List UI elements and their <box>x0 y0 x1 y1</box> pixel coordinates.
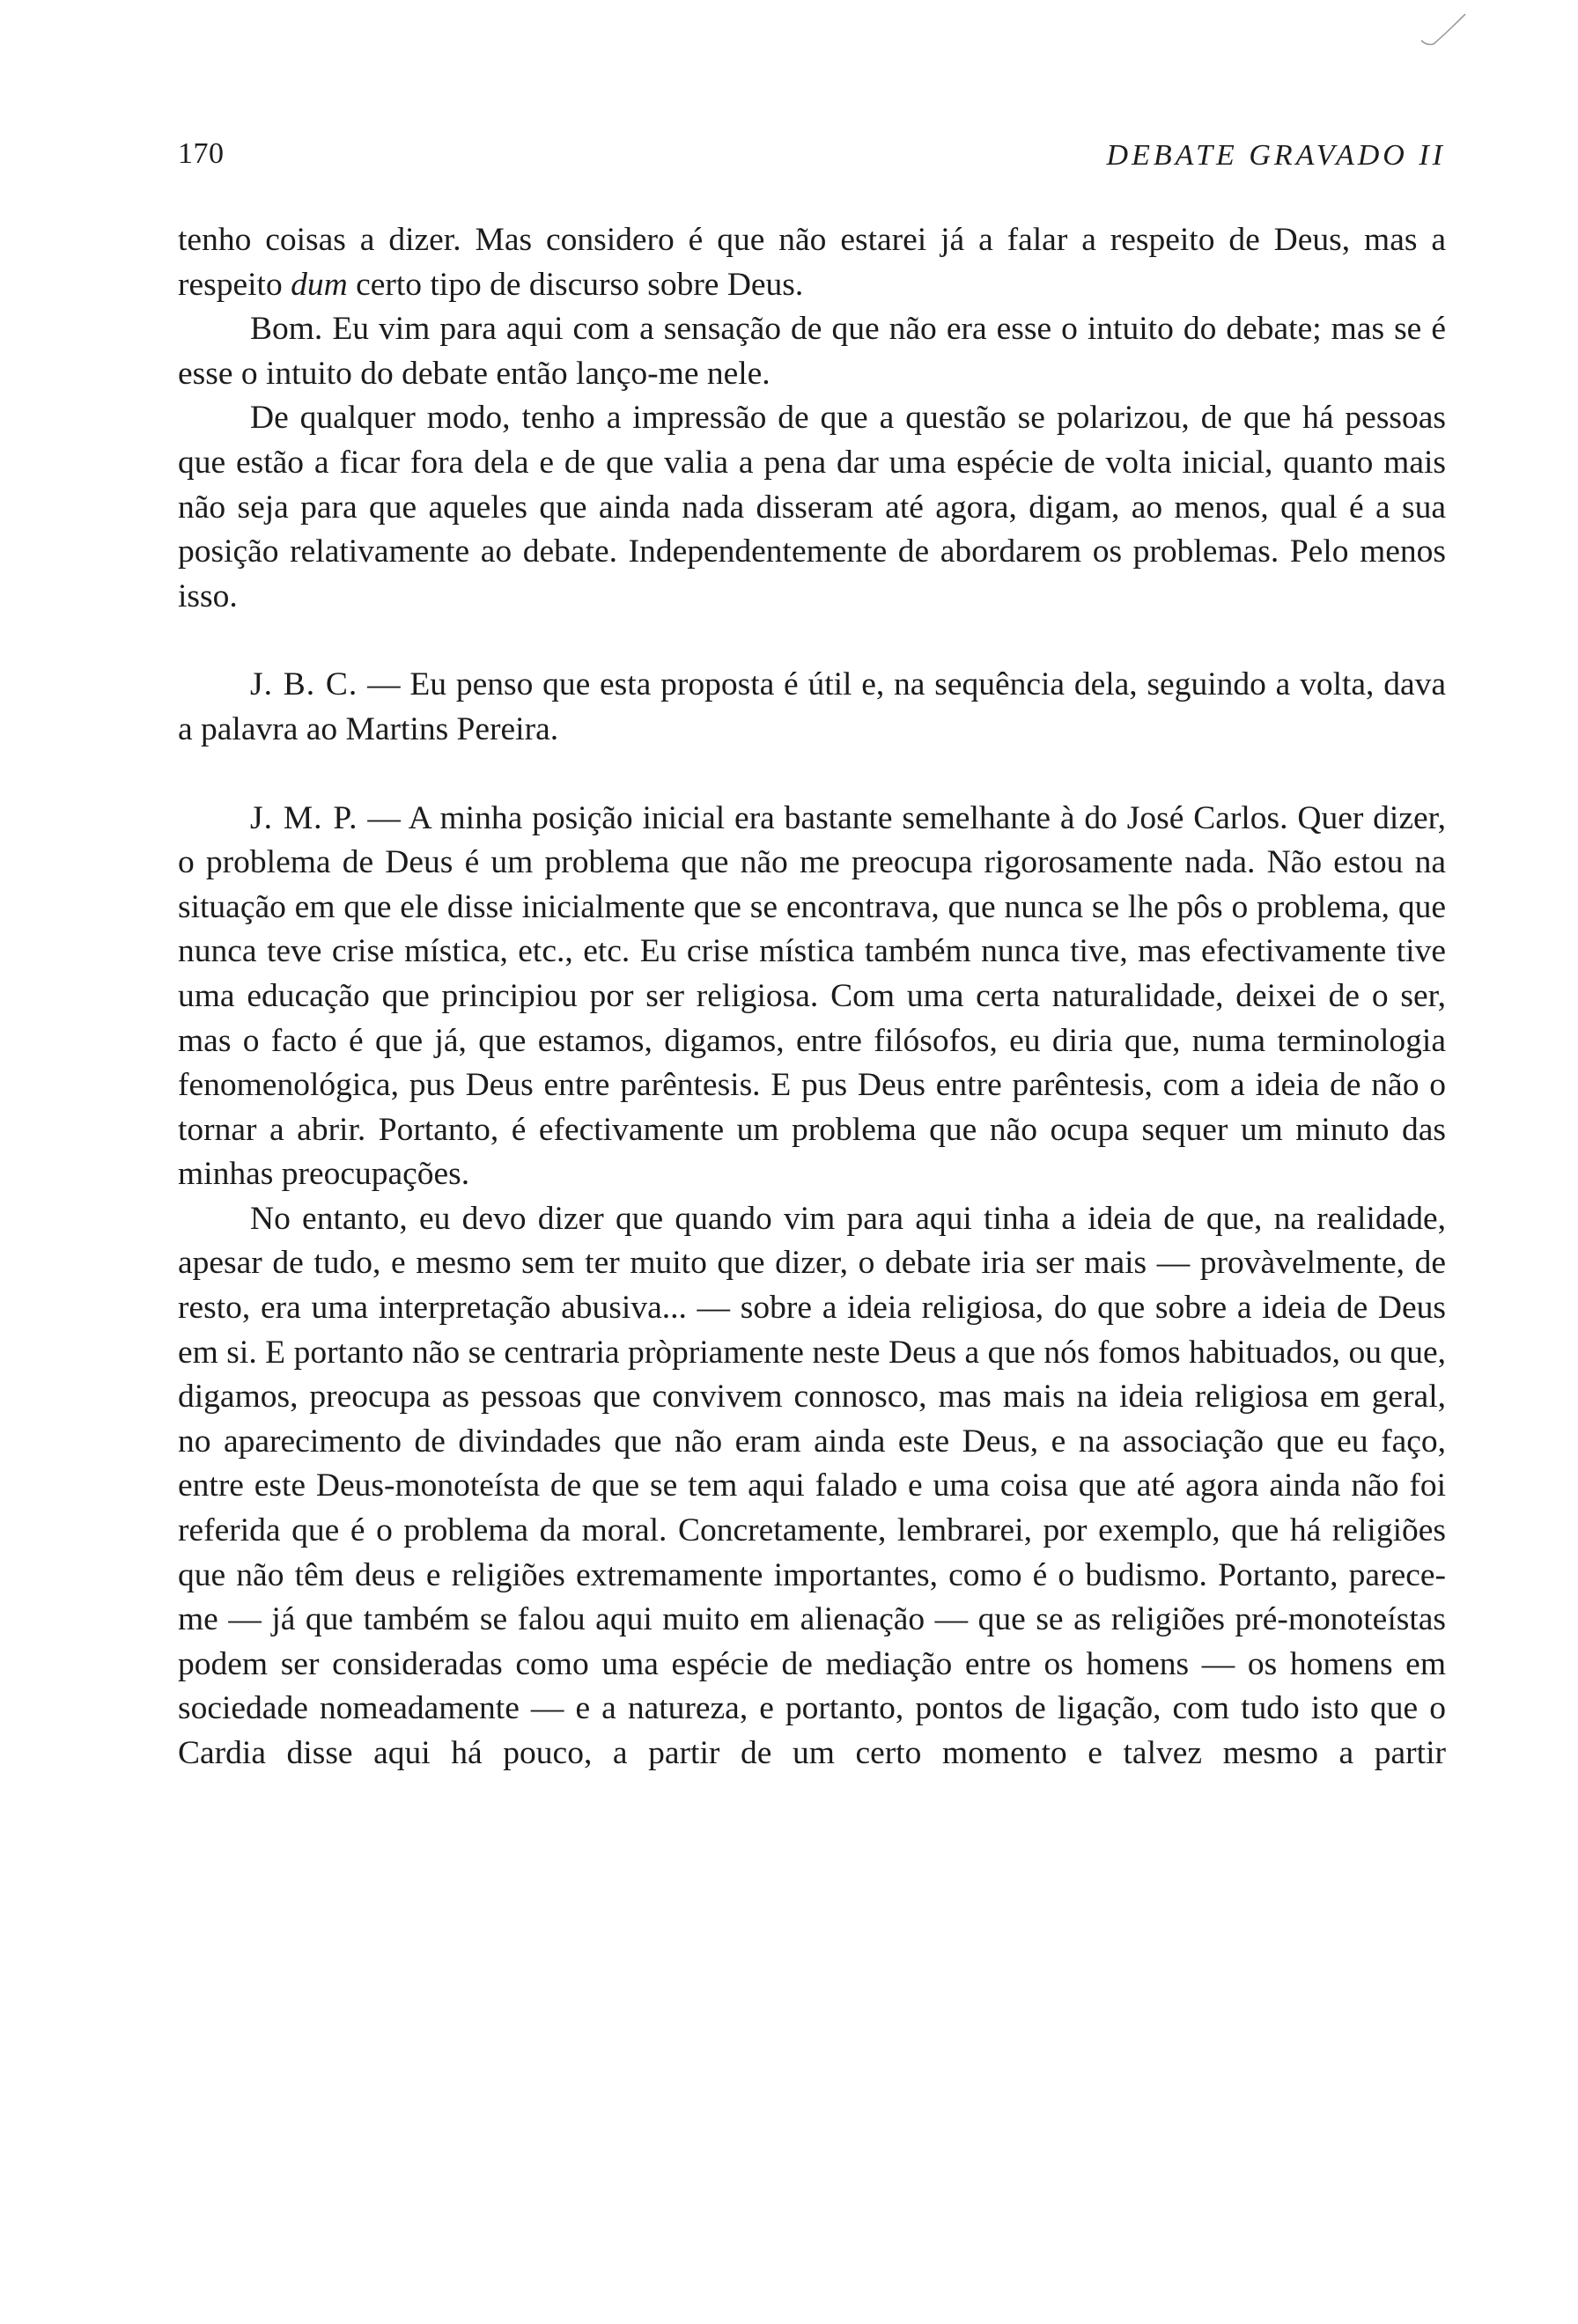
paragraph-continuation <box>178 218 1446 307</box>
page-number: 170 <box>178 137 225 170</box>
speaker-text: A minha posição inicial era bastante semelhante à do José Carlos. Quer dizer, o problema de Deus é um problema que não me preocupa rigorosamente nada. Não estou na situação em que ele disse inicialmente que se encontrava, que nunca se lhe pôs o problema, que nunca teve crise mística, etc., etc. Eu crise mística também nunca tive, mas efectivamente tive uma educação que principiou por ser religiosa. Com uma certa naturalidade, deixei de o ser, mas o facto é que já, que estamos, digamos, entre filósofos, eu diria que, numa terminologia fenomenológica, pus Deus entre parêntesis. E pus Deus entre parêntesis, com a ideia de não o tornar a abrir. Portanto, é efectivamente um problema que não ocupa sequer um minuto das minhas preocupações. <box>178 799 1446 1193</box>
speaker-paragraph: J. B. C. — Eu penso que esta proposta é útil e, na sequência dela, seguindo a volta, dava a palavra ao Martins Pereira. <box>178 666 1447 747</box>
page-header <box>178 137 1446 181</box>
speaker-paragraph: J. M. P. — A minha posição inicial era bastante semelhante à do José Carlos. Quer dizer, o problema de Deus é um problema que não me preocupa rigorosamente nada. Não estou na situação em que ele disse inicialmente que se encontrava, que nunca se lhe pôs o problema, que nunca teve crise mística, etc., etc. Eu crise mística também nunca tive, mas efectivamente tive uma educação que principiou por ser religiosa. Com uma certa naturalidade, deixei de o ser, mas o facto é que já, que estamos, digamos, entre filósofos, eu diria que, numa terminologia fenomenológica, pus Deus entre parêntesis. E pus Deus entre parêntesis, com a ideia de não o tornar a abrir. Portanto, é efectivamente um problema que não ocupa sequer um minuto das minhas preocupações. <box>178 799 1446 1193</box>
paragraph: No entanto, eu devo dizer que quando vim para aqui tinha a ideia de que, na realidade, apesar de tudo, e mesmo sem ter muito que dizer, o debate iria ser mais — provàvelmente, de resto, era uma interpretação abusiva... — sobre a ideia religiosa, do que sobre a ideia de Deus em si. E portanto não se centraria pròpriamente neste Deus a que nós fomos habituados, ou que, digamos, preocupa as pessoas que convivem connosco, mas mais na ideia religiosa em geral, no aparecimento de divindades que não eram ainda este Deus, e na associação que eu faço, entre este Deus-monoteísta de que se tem aqui falado e uma coisa que até agora ainda não foi referida que é o problema da moral. Concretamente, lembrarei, por exemplo, que há religiões que não têm deus e religiões extremamente importantes, como é o budismo. Portanto, parece-me — já que também se falou aqui muito em alienação — que se as religiões pré-monoteístas podem ser consideradas como uma espécie de mediação entre os homens — os homens em sociedade nomeadamente — e a natureza, e portanto, pontos de ligação, com tudo isto que o Cardia disse aqui há pouco, a partir de um certo momento e talvez mesmo a partir <box>178 1200 1446 1771</box>
speaker-text: Eu penso que esta proposta é útil e, na sequência dela, seguindo a volta, dava a palavra ao Martins Pereira. <box>178 666 1447 747</box>
speaker-initials: J. M. P. <box>250 799 358 836</box>
paragraph-text-part: certo tipo de discurso sobre Deus. <box>347 266 804 303</box>
body-text <box>178 218 1446 1776</box>
paragraph: Bom. Eu vim para aqui com a sensação de que não era esse o intuito do debate; mas se é esse o intuito do debate então lanço-me nele. <box>178 311 1446 392</box>
emphasized-word: dum <box>291 266 348 303</box>
paragraph: De qualquer modo, tenho a impressão de que a questão se polarizou, de que há pessoas que estão a ficar fora dela e de que valia a pena dar uma espécie de volta inicial, quanto mais não seja para que aqueles que ainda nada disseram até agora, digam, ao menos, qual é a sua posição relativamente ao debate. Independentemente de abordarem os problemas. Pelo menos isso. <box>178 400 1446 614</box>
running-title: DEBATE GRAVADO II <box>1106 139 1446 172</box>
pen-mark <box>1418 9 1471 53</box>
paragraph-text-part: tenho coisas a dizer. Mas considero é que não estarei já a falar a respeito de Deus, mas a respeito <box>178 222 1446 303</box>
speaker-initials: J. B. C. <box>250 666 358 703</box>
